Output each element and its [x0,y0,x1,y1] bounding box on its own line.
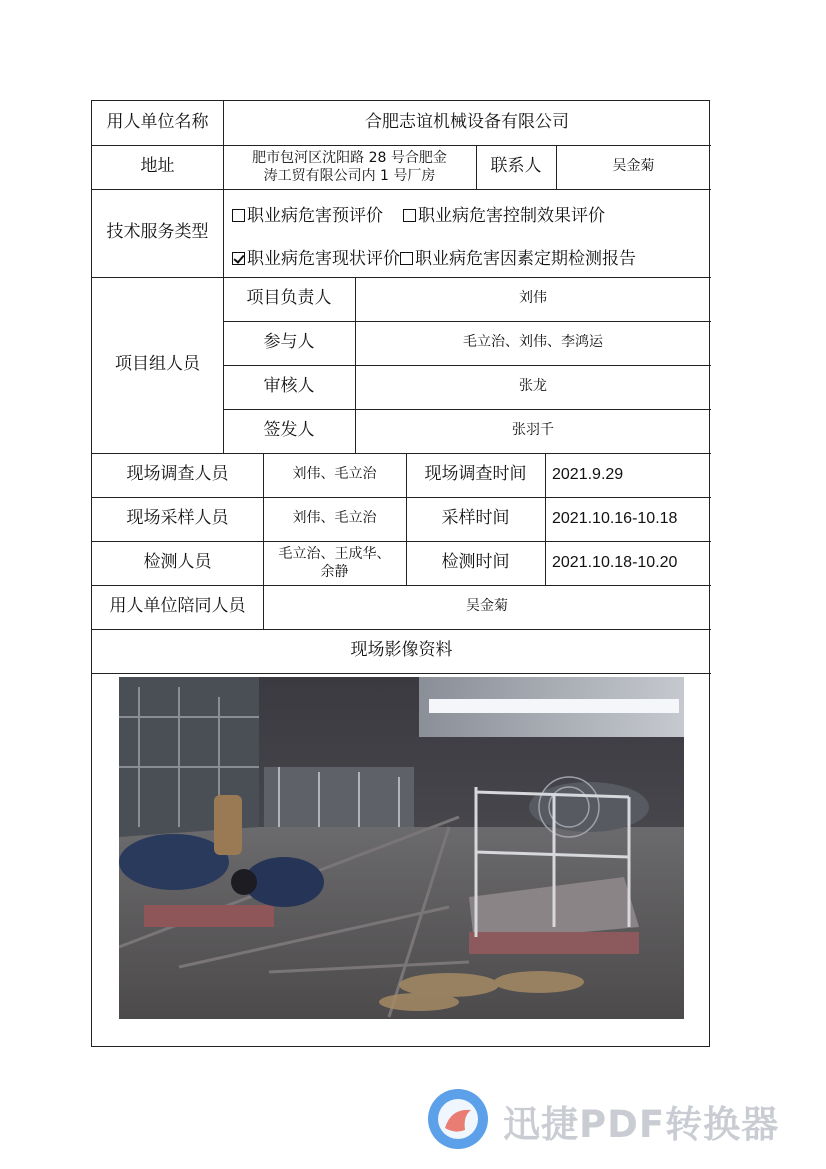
service-type-row-2 [232,244,636,269]
photos-label: 现场影像资料 [350,640,453,661]
watermark-text: 迅捷PDF转换器 [503,1103,780,1146]
team-member: 张龙 [519,378,547,395]
address-line-1: 肥市包河区沈阳路 28 号合肥金 [252,149,447,166]
testing-time: 2021.10.18-10.20 [552,554,678,571]
team-role: 项目负责人 [246,288,332,309]
address-value [223,145,476,189]
team-role: 审核人 [263,376,315,397]
team-role: 签发人 [263,420,315,441]
sampling-time: 2021.10.16-10.18 [552,510,678,527]
survey-time-label: 现场调查时间 [424,464,527,485]
team-member: 毛立治、刘伟、李鸿运 [463,334,603,351]
testing-people-line-2: 余静 [320,564,349,580]
sampling-label: 现场采样人员 [126,508,229,529]
checkbox-unchecked-icon [232,209,245,222]
service-type-label: 技术服务类型 [106,222,209,243]
checkbox-unchecked-icon [403,209,416,222]
contact-label: 联系人 [490,156,542,177]
option-periodic-detection-report[interactable]: 职业病危害因素定期检测报告 [400,244,636,269]
site-photo [119,677,684,1019]
testing-label: 检测人员 [143,552,212,573]
service-type-row-1 [232,201,605,226]
option-control-effect-evaluation[interactable]: 职业病危害控制效果评价 [403,201,605,226]
survey-label: 现场调查人员 [126,464,229,485]
address-label: 地址 [140,156,175,177]
testing-people-line-1: 毛立治、王成华、 [278,545,391,562]
survey-time: 2021.9.29 [552,466,624,483]
site-info-table [91,100,710,1047]
team-member: 刘伟 [519,290,547,307]
escort-label: 用人单位陪同人员 [109,596,246,617]
option-status-evaluation[interactable]: 职业病危害现状评价 [232,244,400,269]
sampling-people: 刘伟、毛立治 [292,510,377,527]
survey-people: 刘伟、毛立治 [292,466,377,483]
pdf-converter-logo-icon [425,1086,491,1156]
testing-people [263,541,406,585]
employer-name: 合肥志谊机械设备有限公司 [365,112,569,133]
escort-name: 吴金菊 [466,598,508,615]
checkbox-unchecked-icon [400,252,413,265]
project-team-label: 项目组人员 [115,354,200,375]
testing-time-label: 检测时间 [441,552,510,573]
employer-label: 用人单位名称 [106,112,209,133]
option-pre-evaluation[interactable]: 职业病危害预评价 [232,201,383,226]
checkbox-checked-icon [232,252,245,265]
sampling-time-label: 采样时间 [441,508,510,529]
team-member: 张羽千 [512,422,554,439]
address-line-2: 涛工贸有限公司内 1 号厂房 [263,168,436,184]
pdf-converter-watermark [425,1088,815,1154]
contact-name: 吴金菊 [612,158,655,175]
team-role: 参与人 [263,332,315,353]
